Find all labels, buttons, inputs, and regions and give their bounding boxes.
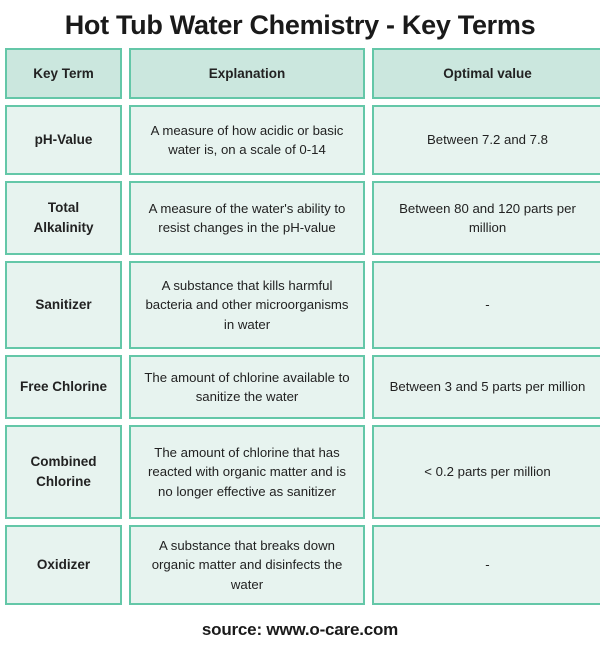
cell-explanation: The amount of chlorine that has reacted with organic matter and is no longer effective as sanitizer <box>129 425 365 519</box>
table-row <box>5 425 596 519</box>
cell-key-term: Total Alkalinity <box>5 181 122 255</box>
cell-optimal-value: Between 80 and 120 parts per million <box>372 181 600 255</box>
cell-optimal-value: Between 3 and 5 parts per million <box>372 355 600 419</box>
cell-explanation: The amount of chlorine available to sanitize the water <box>129 355 365 419</box>
cell-key-term: Oxidizer <box>5 525 122 605</box>
cell-explanation: A measure of how acidic or basic water is, on a scale of 0-14 <box>129 105 365 175</box>
key-terms-table <box>5 48 596 605</box>
table-header-row <box>5 48 596 99</box>
column-header-explanation: Explanation <box>129 48 365 99</box>
cell-key-term: Free Chlorine <box>5 355 122 419</box>
source-attribution: source: www.o-care.com <box>201 620 399 639</box>
table-row <box>5 261 596 349</box>
column-header-key-term: Key Term <box>5 48 122 99</box>
cell-optimal-value: - <box>372 261 600 349</box>
table-row <box>5 181 596 255</box>
table-row <box>5 525 596 605</box>
cell-optimal-value: - <box>372 525 600 605</box>
cell-key-term: Sanitizer <box>5 261 122 349</box>
table-row <box>5 105 596 175</box>
cell-optimal-value: < 0.2 parts per million <box>372 425 600 519</box>
cell-key-term: pH-Value <box>5 105 122 175</box>
cell-key-term: Combined Chlorine <box>5 425 122 519</box>
cell-optimal-value: Between 7.2 and 7.8 <box>372 105 600 175</box>
page-title: Hot Tub Water Chemistry - Key Terms <box>64 10 536 40</box>
cell-explanation: A substance that kills harmful bacteria and other microorganisms in water <box>129 261 365 349</box>
column-header-optimal-value: Optimal value <box>372 48 600 99</box>
table-row <box>5 355 596 419</box>
cell-explanation: A measure of the water's ability to resist changes in the pH-value <box>129 181 365 255</box>
cell-explanation: A substance that breaks down organic matter and disinfects the water <box>129 525 365 605</box>
